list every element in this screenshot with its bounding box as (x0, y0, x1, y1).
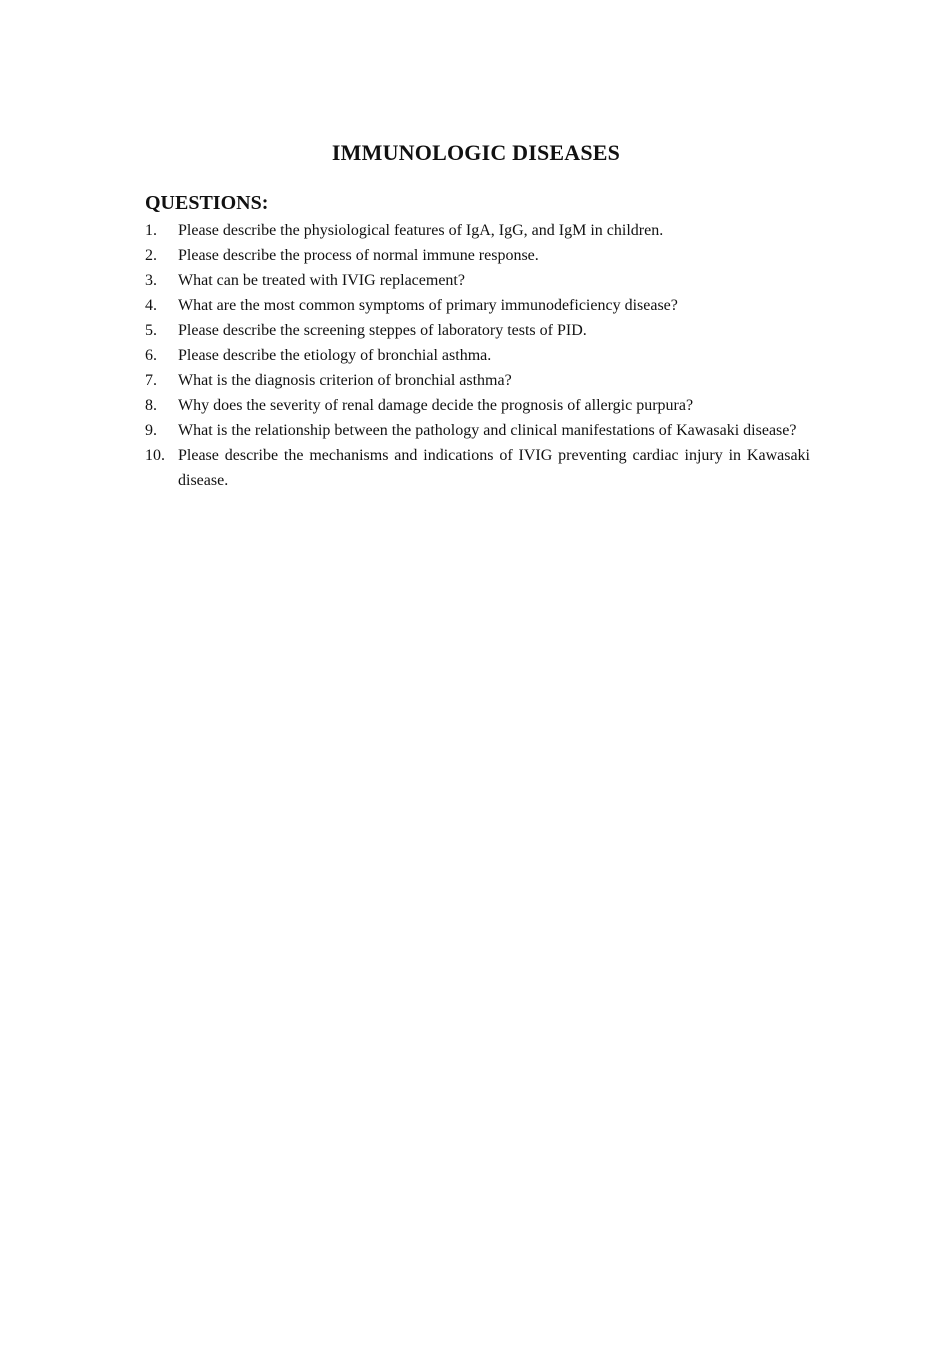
questions-list (145, 218, 810, 493)
question-text: What is the diagnosis criterion of bronchial asthma? (178, 372, 512, 389)
question-text: Please describe the physiological features of IgA, IgG, and IgM in children. (178, 222, 664, 239)
question-number: 6. (145, 347, 157, 364)
question-text: Please describe the screening steppes of laboratory tests of PID. (178, 322, 587, 339)
question-number: 3. (145, 272, 157, 289)
question-text: Why does the severity of renal damage decide the prognosis of allergic purpura? (178, 397, 694, 414)
question-number: 7. (145, 372, 157, 389)
question-item (145, 418, 810, 443)
question-item (145, 293, 810, 318)
question-item (145, 218, 810, 243)
question-item (145, 318, 810, 343)
question-text: What is the relationship between the pathology and clinical manifestations of Kawasaki disease? (178, 422, 797, 439)
question-item (145, 368, 810, 393)
question-item (145, 393, 810, 418)
question-number: 8. (145, 397, 157, 414)
question-item (145, 243, 810, 268)
question-text: What can be treated with IVIG replacement? (178, 272, 465, 289)
question-text: Please describe the process of normal immune response. (178, 247, 539, 264)
question-number: 5. (145, 322, 157, 339)
question-item (145, 343, 810, 368)
question-text: What are the most common symptoms of primary immunodeficiency disease? (178, 297, 678, 314)
question-number: 10. (145, 447, 165, 464)
question-number: 4. (145, 297, 157, 314)
question-number: 1. (145, 222, 157, 239)
question-text: Please describe the etiology of bronchial asthma. (178, 347, 492, 364)
questions-heading: QUESTIONS: (145, 192, 269, 214)
question-text: Please describe the mechanisms and indications of IVIG preventing cardiac injury in Kawasaki disease. (178, 447, 810, 489)
question-item (145, 443, 810, 493)
question-number: 9. (145, 422, 157, 439)
question-number: 2. (145, 247, 157, 264)
question-item (145, 268, 810, 293)
page-title: IMMUNOLOGIC DISEASES (331, 140, 621, 165)
